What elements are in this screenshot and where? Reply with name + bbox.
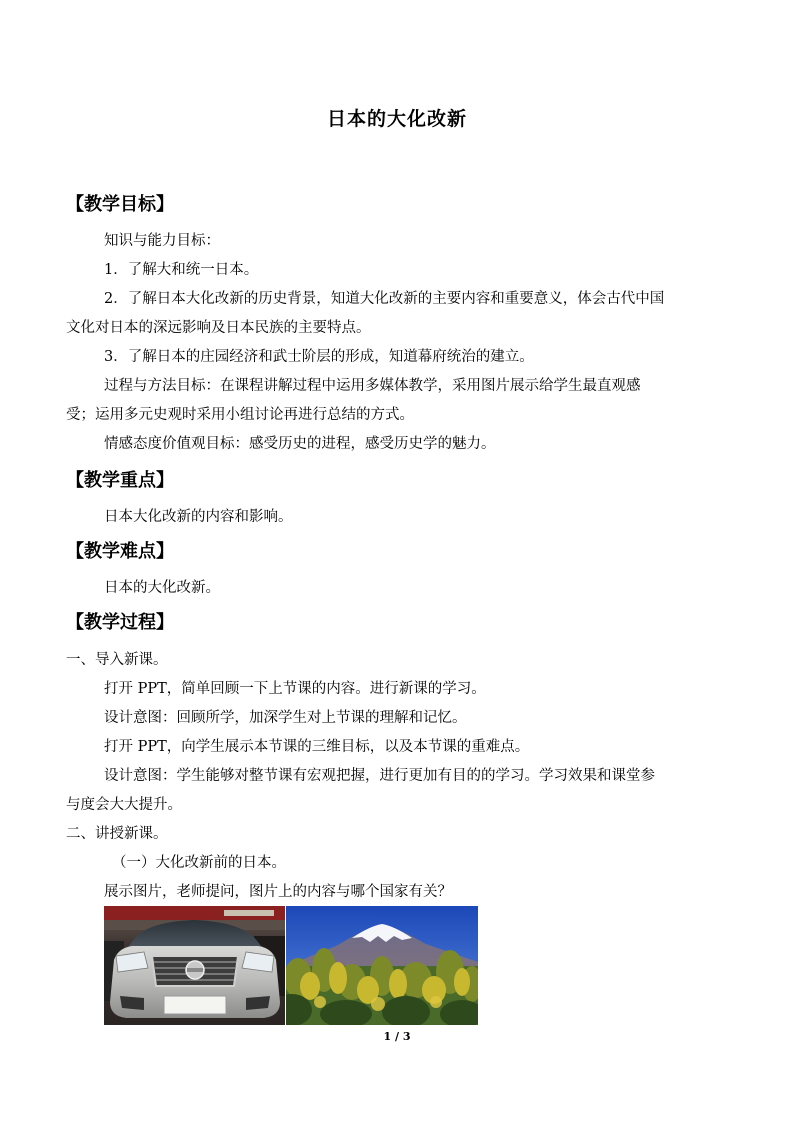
- process-para-4-line-1: 设计意图：学生能够对整节课有宏观把握，进行更加有目的的学习。学习效果和课堂参: [104, 768, 655, 784]
- goals-method-line-1: 过程与方法目标：在课程讲解过程中运用多媒体教学，采用图片展示给学生最直观感: [104, 378, 641, 394]
- mount-fuji-photo: [286, 906, 478, 1025]
- difficult-text: 日本的大化改新。: [104, 580, 220, 596]
- key-text: 日本大化改新的内容和影响。: [104, 509, 293, 525]
- car-photo: [104, 906, 285, 1025]
- section-heading-key: 【教学重点】: [66, 470, 174, 491]
- page-number: 1 / 3: [383, 1030, 411, 1043]
- section-heading-goals: 【教学目标】: [66, 194, 174, 215]
- goals-item-2-line-1: 2．了解日本大化改新的历史背景，知道大化改新的主要内容和重要意义，体会古代中国: [104, 291, 665, 307]
- goals-item-2-line-2: 文化对日本的深远影响及日本民族的主要特点。: [66, 320, 371, 336]
- section-heading-difficult: 【教学难点】: [66, 541, 174, 562]
- process-para-5: 展示图片，老师提问，图片上的内容与哪个国家有关？: [104, 884, 452, 900]
- goals-emotion: 情感态度价值观目标：感受历史的进程，感受历史学的魅力。: [104, 436, 496, 452]
- goals-method-line-2: 受；运用多元史观时采用小组讨论再进行总结的方式。: [66, 407, 414, 423]
- process-para-4-line-2: 与度会大大提升。: [66, 797, 182, 813]
- process-sub-1: （一）大化改新前的日本。: [112, 855, 286, 871]
- goals-item-1: 1．了解大和统一日本。: [104, 262, 259, 278]
- goals-knowledge-label: 知识与能力目标：: [104, 233, 220, 249]
- process-para-2: 设计意图：回顾所学，加深学生对上节课的理解和记忆。: [104, 710, 467, 726]
- goals-item-3: 3．了解日本的庄园经济和武士阶层的形成，知道幕府统治的建立。: [104, 349, 534, 365]
- section-heading-process: 【教学过程】: [66, 612, 174, 633]
- page-title: 日本的大化改新: [326, 108, 467, 130]
- process-part-2: 二、讲授新课。: [66, 826, 168, 842]
- process-para-3: 打开 PPT，向学生展示本节课的三维目标，以及本节课的重难点。: [104, 739, 530, 755]
- process-part-1: 一、导入新课。: [66, 652, 168, 668]
- process-para-1: 打开 PPT，简单回顾一下上节课的内容。进行新课的学习。: [104, 681, 486, 697]
